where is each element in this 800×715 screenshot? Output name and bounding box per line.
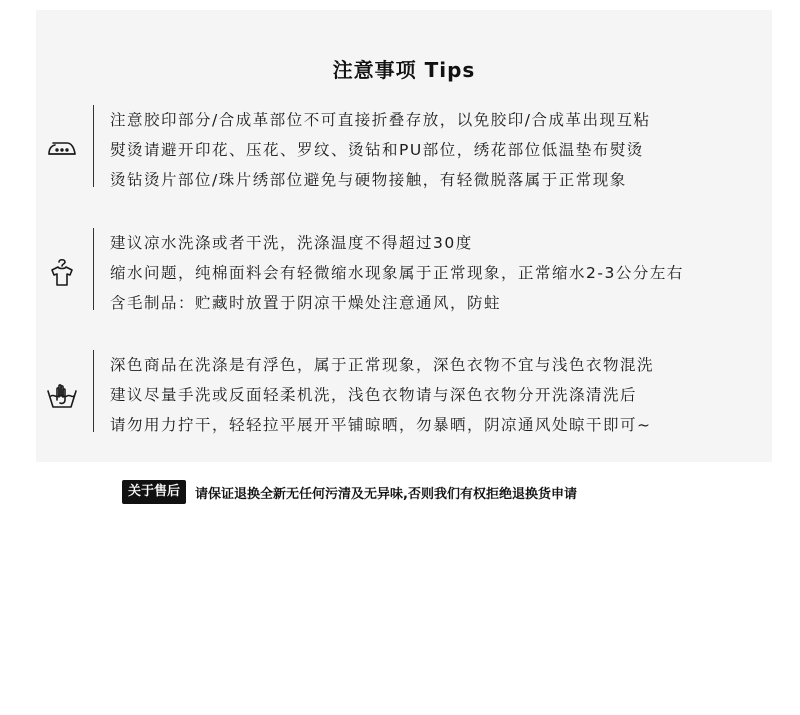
divider-line [93,350,94,432]
after-sales-badge: 关于售后 [122,480,186,504]
divider-line [93,228,94,310]
tip-line: 烫钻烫片部位/珠片绣部位避免与硬物接触，有轻微脱落属于正常现象 [110,171,627,189]
tip-line: 请勿用力拧干，轻轻拉平展开平铺晾晒，勿暴晒，阴凉通风处晾干即可~ [110,416,652,434]
tip-line: 缩水问题，纯棉面料会有轻微缩水现象属于正常现象，正常缩水2-3公分左右 [110,264,684,282]
tip-line: 熨烫请避开印花、压花、罗纹、烫钻和PU部位，绣花部位低温垫布熨烫 [110,141,644,159]
hanging-shirt-icon [46,256,78,288]
after-sales-policy-text: 请保证退换全新无任何污清及无异味,否则我们有权拒绝退换货申请 [195,486,577,502]
hand-wash-icon [46,380,78,412]
care-tips-panel [36,10,772,462]
tip-line: 建议凉水洗涤或者干洗，洗涤温度不得超过30度 [110,234,473,252]
divider-line [93,105,94,187]
iron-icon [46,131,78,163]
after-sales-notice [122,480,577,504]
tip-line: 注意胶印部分/合成革部位不可直接折叠存放，以免胶印/合成革出现互粘 [110,111,651,129]
tip-line: 含毛制品：贮藏时放置于阴凉干燥处注意通风，防蛀 [110,294,502,312]
tip-line: 建议尽量手洗或反面轻柔机洗，浅色衣物请与深色衣物分开洗涤清洗后 [110,386,638,404]
tip-line: 深色商品在洗涤是有浮色，属于正常现象，深色衣物不宜与浅色衣物混洗 [110,356,655,374]
page-title: 注意事项 Tips [332,58,476,82]
